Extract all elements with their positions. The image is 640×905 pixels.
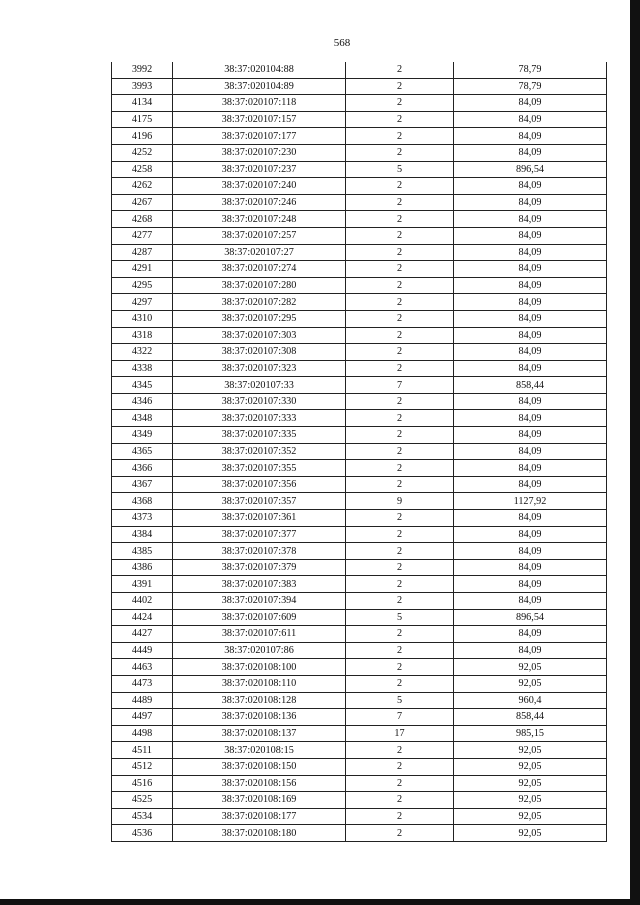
cadastral-number-cell: 38:37:020107:295: [173, 310, 346, 327]
amount-cell: 84,09: [454, 277, 607, 294]
quantity-cell: 2: [346, 111, 454, 128]
row-number-cell: 4346: [112, 393, 173, 410]
amount-cell: 84,09: [454, 128, 607, 145]
amount-cell: 84,09: [454, 261, 607, 278]
cadastral-number-cell: 38:37:020107:177: [173, 128, 346, 145]
cadastral-number-cell: 38:37:020107:355: [173, 460, 346, 477]
quantity-cell: 2: [346, 211, 454, 228]
row-number-cell: 4391: [112, 576, 173, 593]
quantity-cell: 2: [346, 393, 454, 410]
table-row: [112, 310, 607, 327]
amount-cell: 896,54: [454, 161, 607, 178]
cadastral-number-cell: 38:37:020107:86: [173, 642, 346, 659]
table-row: [112, 493, 607, 510]
amount-cell: 84,09: [454, 593, 607, 610]
amount-cell: 84,09: [454, 393, 607, 410]
amount-cell: 84,09: [454, 476, 607, 493]
table-row: [112, 178, 607, 195]
table-row: [112, 543, 607, 560]
cadastral-number-cell: 38:37:020107:323: [173, 360, 346, 377]
cadastral-number-cell: 38:37:020107:352: [173, 443, 346, 460]
cadastral-number-cell: 38:37:020107:357: [173, 493, 346, 510]
amount-cell: 84,09: [454, 559, 607, 576]
row-number-cell: 4295: [112, 277, 173, 294]
quantity-cell: 2: [346, 626, 454, 643]
amount-cell: 896,54: [454, 609, 607, 626]
quantity-cell: 2: [346, 277, 454, 294]
quantity-cell: 2: [346, 742, 454, 759]
row-number-cell: 4262: [112, 178, 173, 195]
row-number-cell: 3992: [112, 62, 173, 78]
amount-cell: 84,09: [454, 642, 607, 659]
table-row: [112, 510, 607, 527]
cadastral-number-cell: 38:37:020107:27: [173, 244, 346, 261]
amount-cell: 92,05: [454, 808, 607, 825]
amount-cell: 92,05: [454, 675, 607, 692]
cadastral-number-cell: 38:37:020108:100: [173, 659, 346, 676]
cadastral-number-cell: 38:37:020107:246: [173, 194, 346, 211]
row-number-cell: 4291: [112, 261, 173, 278]
quantity-cell: 2: [346, 410, 454, 427]
table-row: [112, 344, 607, 361]
amount-cell: 84,09: [454, 360, 607, 377]
row-number-cell: 4497: [112, 709, 173, 726]
cadastral-number-cell: 38:37:020108:128: [173, 692, 346, 709]
amount-cell: 92,05: [454, 792, 607, 809]
quantity-cell: 2: [346, 543, 454, 560]
cadastral-number-cell: 38:37:020107:33: [173, 377, 346, 394]
table-row: [112, 825, 607, 842]
cadastral-number-cell: 38:37:020107:257: [173, 227, 346, 244]
row-number-cell: 4252: [112, 144, 173, 161]
cadastral-number-cell: 38:37:020107:378: [173, 543, 346, 560]
amount-cell: 84,09: [454, 111, 607, 128]
table-row: [112, 692, 607, 709]
table-row: [112, 211, 607, 228]
row-number-cell: 4310: [112, 310, 173, 327]
table-row: [112, 427, 607, 444]
amount-cell: 84,09: [454, 543, 607, 560]
quantity-cell: 2: [346, 659, 454, 676]
quantity-cell: 2: [346, 476, 454, 493]
cadastral-number-cell: 38:37:020107:118: [173, 95, 346, 112]
amount-cell: 84,09: [454, 178, 607, 195]
cadastral-number-cell: 38:37:020108:156: [173, 775, 346, 792]
quantity-cell: 2: [346, 62, 454, 78]
table-row: [112, 609, 607, 626]
table-row: [112, 742, 607, 759]
cadastral-number-cell: 38:37:020107:240: [173, 178, 346, 195]
cadastral-number-cell: 38:37:020104:89: [173, 78, 346, 95]
table-row: [112, 526, 607, 543]
quantity-cell: 2: [346, 808, 454, 825]
table-row: [112, 227, 607, 244]
quantity-cell: 2: [346, 261, 454, 278]
cadastral-number-cell: 38:37:020107:280: [173, 277, 346, 294]
amount-cell: 84,09: [454, 95, 607, 112]
amount-cell: 84,09: [454, 510, 607, 527]
cadastral-number-cell: 38:37:020108:180: [173, 825, 346, 842]
table-row: [112, 725, 607, 742]
row-number-cell: 4534: [112, 808, 173, 825]
cadastral-number-cell: 38:37:020107:335: [173, 427, 346, 444]
quantity-cell: 2: [346, 294, 454, 311]
cadastral-number-cell: 38:37:020107:361: [173, 510, 346, 527]
row-number-cell: 4424: [112, 609, 173, 626]
row-number-cell: 4277: [112, 227, 173, 244]
table-row: [112, 128, 607, 145]
table-row: [112, 476, 607, 493]
quantity-cell: 2: [346, 443, 454, 460]
table-row: [112, 775, 607, 792]
quantity-cell: 2: [346, 792, 454, 809]
cadastral-number-cell: 38:37:020107:274: [173, 261, 346, 278]
table-row: [112, 659, 607, 676]
table-row: [112, 360, 607, 377]
cadastral-number-cell: 38:37:020107:157: [173, 111, 346, 128]
amount-cell: 84,09: [454, 327, 607, 344]
quantity-cell: 2: [346, 460, 454, 477]
table-row: [112, 111, 607, 128]
amount-cell: 858,44: [454, 377, 607, 394]
row-number-cell: 4297: [112, 294, 173, 311]
cadastral-number-cell: 38:37:020107:356: [173, 476, 346, 493]
cadastral-number-cell: 38:37:020107:330: [173, 393, 346, 410]
quantity-cell: 2: [346, 128, 454, 145]
row-number-cell: 4402: [112, 593, 173, 610]
row-number-cell: 4463: [112, 659, 173, 676]
row-number-cell: 4449: [112, 642, 173, 659]
amount-cell: 84,09: [454, 194, 607, 211]
cadastral-number-cell: 38:37:020107:308: [173, 344, 346, 361]
row-number-cell: 4427: [112, 626, 173, 643]
table-row: [112, 576, 607, 593]
quantity-cell: 2: [346, 559, 454, 576]
amount-cell: 84,09: [454, 427, 607, 444]
row-number-cell: 4386: [112, 559, 173, 576]
quantity-cell: 2: [346, 427, 454, 444]
table-row: [112, 377, 607, 394]
cadastral-number-cell: 38:37:020104:88: [173, 62, 346, 78]
table-row: [112, 675, 607, 692]
table-row: [112, 559, 607, 576]
row-number-cell: 4348: [112, 410, 173, 427]
table-row: [112, 277, 607, 294]
amount-cell: 92,05: [454, 758, 607, 775]
quantity-cell: 7: [346, 377, 454, 394]
quantity-cell: 5: [346, 609, 454, 626]
amount-cell: 84,09: [454, 443, 607, 460]
scan-edge-bottom: [0, 899, 640, 905]
cadastral-number-cell: 38:37:020107:394: [173, 593, 346, 610]
row-number-cell: 4365: [112, 443, 173, 460]
quantity-cell: 2: [346, 194, 454, 211]
quantity-cell: 17: [346, 725, 454, 742]
quantity-cell: 2: [346, 360, 454, 377]
amount-cell: 92,05: [454, 825, 607, 842]
quantity-cell: 9: [346, 493, 454, 510]
table-row: [112, 808, 607, 825]
table-row: [112, 709, 607, 726]
row-number-cell: 4385: [112, 543, 173, 560]
quantity-cell: 2: [346, 327, 454, 344]
table-row: [112, 144, 607, 161]
table-row: [112, 62, 607, 78]
quantity-cell: 2: [346, 144, 454, 161]
amount-cell: 84,09: [454, 211, 607, 228]
row-number-cell: 4516: [112, 775, 173, 792]
amount-cell: 84,09: [454, 526, 607, 543]
register-table: [111, 62, 607, 842]
row-number-cell: 4489: [112, 692, 173, 709]
cadastral-number-cell: 38:37:020107:282: [173, 294, 346, 311]
cadastral-number-cell: 38:37:020107:379: [173, 559, 346, 576]
cadastral-number-cell: 38:37:020108:177: [173, 808, 346, 825]
table-row: [112, 194, 607, 211]
row-number-cell: 4175: [112, 111, 173, 128]
quantity-cell: 2: [346, 178, 454, 195]
row-number-cell: 4322: [112, 344, 173, 361]
quantity-cell: 2: [346, 227, 454, 244]
row-number-cell: 4384: [112, 526, 173, 543]
cadastral-number-cell: 38:37:020107:377: [173, 526, 346, 543]
cadastral-number-cell: 38:37:020107:248: [173, 211, 346, 228]
cadastral-number-cell: 38:37:020108:15: [173, 742, 346, 759]
table-row: [112, 294, 607, 311]
table-row: [112, 244, 607, 261]
row-number-cell: 4525: [112, 792, 173, 809]
table-row: [112, 758, 607, 775]
cadastral-number-cell: 38:37:020107:611: [173, 626, 346, 643]
quantity-cell: 7: [346, 709, 454, 726]
quantity-cell: 5: [346, 692, 454, 709]
row-number-cell: 4536: [112, 825, 173, 842]
table-row: [112, 443, 607, 460]
amount-cell: 858,44: [454, 709, 607, 726]
table-row: [112, 792, 607, 809]
quantity-cell: 2: [346, 593, 454, 610]
amount-cell: 84,09: [454, 227, 607, 244]
table-row: [112, 327, 607, 344]
row-number-cell: 4367: [112, 476, 173, 493]
quantity-cell: 2: [346, 775, 454, 792]
row-number-cell: 4134: [112, 95, 173, 112]
table-row: [112, 626, 607, 643]
amount-cell: 84,09: [454, 460, 607, 477]
quantity-cell: 2: [346, 344, 454, 361]
quantity-cell: 2: [346, 825, 454, 842]
row-number-cell: 4473: [112, 675, 173, 692]
quantity-cell: 2: [346, 78, 454, 95]
cadastral-number-cell: 38:37:020108:137: [173, 725, 346, 742]
amount-cell: 92,05: [454, 742, 607, 759]
row-number-cell: 4267: [112, 194, 173, 211]
row-number-cell: 4196: [112, 128, 173, 145]
quantity-cell: 2: [346, 510, 454, 527]
quantity-cell: 2: [346, 310, 454, 327]
table-row: [112, 460, 607, 477]
cadastral-number-cell: 38:37:020108:169: [173, 792, 346, 809]
row-number-cell: 4512: [112, 758, 173, 775]
amount-cell: 960,4: [454, 692, 607, 709]
quantity-cell: 2: [346, 526, 454, 543]
table-row: [112, 95, 607, 112]
amount-cell: 84,09: [454, 244, 607, 261]
amount-cell: 84,09: [454, 144, 607, 161]
row-number-cell: 4268: [112, 211, 173, 228]
quantity-cell: 2: [346, 244, 454, 261]
amount-cell: 985,15: [454, 725, 607, 742]
table-row: [112, 261, 607, 278]
amount-cell: 84,09: [454, 294, 607, 311]
scan-edge-right: [630, 0, 640, 905]
amount-cell: 78,79: [454, 62, 607, 78]
row-number-cell: 4349: [112, 427, 173, 444]
amount-cell: 84,09: [454, 344, 607, 361]
row-number-cell: 4338: [112, 360, 173, 377]
quantity-cell: 2: [346, 642, 454, 659]
row-number-cell: 4498: [112, 725, 173, 742]
cadastral-number-cell: 38:37:020107:303: [173, 327, 346, 344]
amount-cell: 92,05: [454, 775, 607, 792]
table-row: [112, 161, 607, 178]
cadastral-number-cell: 38:37:020108:150: [173, 758, 346, 775]
row-number-cell: 4345: [112, 377, 173, 394]
quantity-cell: 2: [346, 758, 454, 775]
cadastral-number-cell: 38:37:020107:609: [173, 609, 346, 626]
table-row: [112, 78, 607, 95]
cadastral-number-cell: 38:37:020107:237: [173, 161, 346, 178]
quantity-cell: 2: [346, 675, 454, 692]
register-table-body: [112, 62, 607, 841]
amount-cell: 84,09: [454, 310, 607, 327]
row-number-cell: 4287: [112, 244, 173, 261]
row-number-cell: 4511: [112, 742, 173, 759]
row-number-cell: 4366: [112, 460, 173, 477]
page-number: 568: [333, 37, 351, 49]
row-number-cell: 4368: [112, 493, 173, 510]
row-number-cell: 4258: [112, 161, 173, 178]
row-number-cell: 4318: [112, 327, 173, 344]
quantity-cell: 2: [346, 95, 454, 112]
row-number-cell: 4373: [112, 510, 173, 527]
cadastral-number-cell: 38:37:020107:383: [173, 576, 346, 593]
cadastral-number-cell: 38:37:020107:333: [173, 410, 346, 427]
quantity-cell: 2: [346, 576, 454, 593]
amount-cell: 84,09: [454, 410, 607, 427]
table-row: [112, 642, 607, 659]
table-row: [112, 593, 607, 610]
quantity-cell: 5: [346, 161, 454, 178]
table-row: [112, 410, 607, 427]
amount-cell: 84,09: [454, 576, 607, 593]
amount-cell: 84,09: [454, 626, 607, 643]
amount-cell: 1127,92: [454, 493, 607, 510]
amount-cell: 92,05: [454, 659, 607, 676]
table-row: [112, 393, 607, 410]
cadastral-number-cell: 38:37:020108:136: [173, 709, 346, 726]
cadastral-number-cell: 38:37:020107:230: [173, 144, 346, 161]
cadastral-number-cell: 38:37:020108:110: [173, 675, 346, 692]
amount-cell: 78,79: [454, 78, 607, 95]
row-number-cell: 3993: [112, 78, 173, 95]
